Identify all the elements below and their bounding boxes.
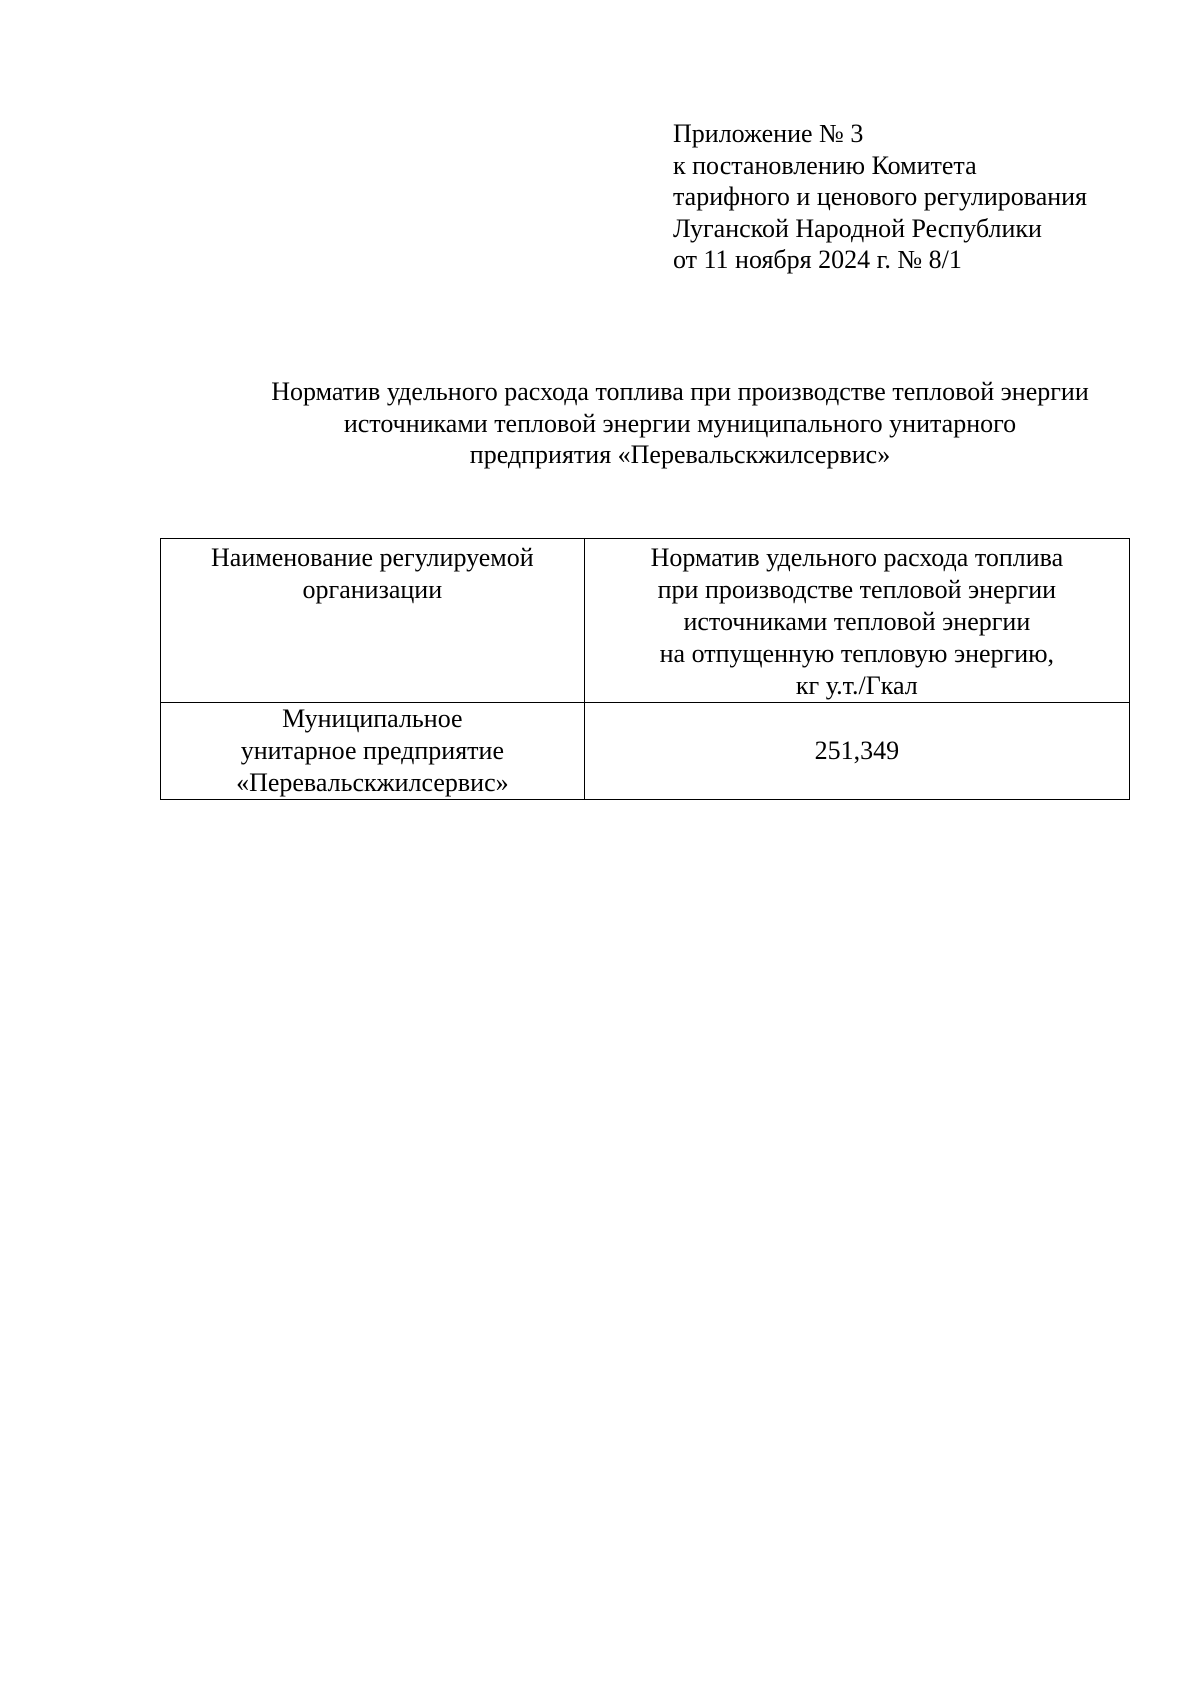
header-norm-line: источниками тепловой энергии bbox=[683, 607, 1031, 636]
cell-organization-line: унитарное предприятие bbox=[240, 736, 504, 765]
appendix-block bbox=[673, 118, 1173, 276]
norm-table bbox=[160, 538, 1130, 800]
header-norm-line: при производстве тепловой энергии bbox=[657, 575, 1057, 604]
header-norm-line: кг у.т./Гкал bbox=[795, 671, 918, 700]
header-organization bbox=[161, 539, 585, 703]
appendix-line: к постановлению Комитета bbox=[673, 150, 977, 180]
header-organization-line: организации bbox=[302, 575, 443, 604]
appendix-line: тарифного и ценового регулирования bbox=[673, 182, 1088, 211]
title-line: предприятия «Перевальскжилсервис» bbox=[469, 440, 891, 469]
title-line: источниками тепловой энергии муниципального унитарного bbox=[343, 408, 1017, 438]
header-norm bbox=[584, 539, 1129, 703]
title-line: Норматив удельного расхода топлива при производстве тепловой энергии bbox=[271, 377, 1089, 406]
header-organization-line: Наименование регулируемой bbox=[211, 543, 534, 572]
cell-norm-value: 251,349 bbox=[584, 703, 1129, 800]
header-norm-line: на отпущенную тепловую энергию, bbox=[659, 639, 1055, 668]
table-header-row bbox=[161, 539, 1130, 703]
header-norm-line: Норматив удельного расхода топлива bbox=[650, 543, 1064, 572]
cell-organization-line: «Перевальскжилсервис» bbox=[236, 768, 509, 797]
appendix-line: от 11 ноября 2024 г. № 8/1 bbox=[673, 245, 962, 274]
cell-organization-line: Муниципальное bbox=[282, 704, 463, 733]
appendix-line: Приложение № 3 bbox=[673, 119, 864, 148]
appendix-line: Луганской Народной Республики bbox=[673, 213, 1042, 243]
cell-organization bbox=[161, 703, 585, 800]
document-title bbox=[200, 376, 1160, 471]
table-row bbox=[161, 703, 1130, 800]
